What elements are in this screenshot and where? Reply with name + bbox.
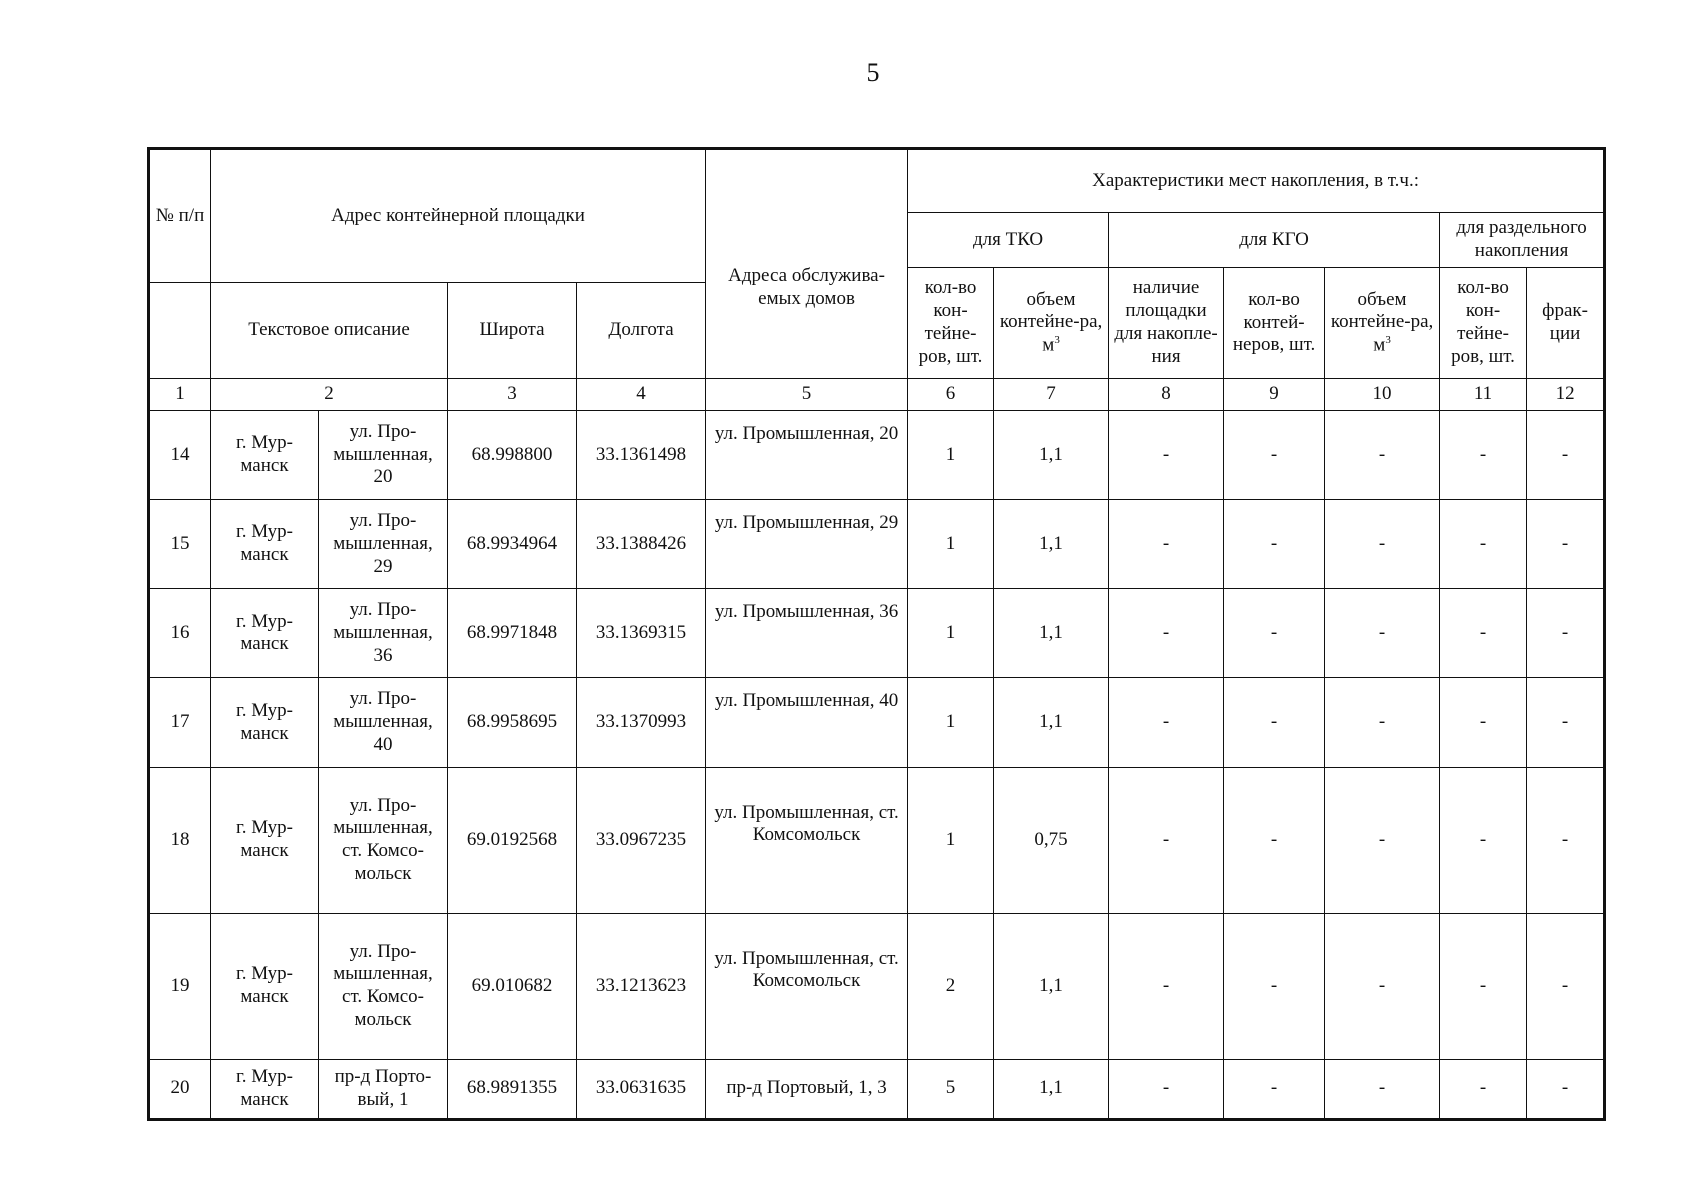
header-text-description: Текстовое описание [211,282,448,378]
latitude-cell: 68.9958695 [448,678,577,767]
separate-fractions-cell: - [1527,767,1605,913]
page-number: 5 [866,58,880,87]
header-separate-fractions: фрак-ции [1527,268,1605,379]
separate-fractions-cell: - [1527,410,1605,499]
header-latitude: Широта [448,282,577,378]
latitude-cell: 68.9891355 [448,1059,577,1119]
served-houses-cell: ул. Промышленная, 36 [706,589,908,678]
tko-count-cell: 5 [908,1059,994,1119]
container-sites-table [147,147,1606,1121]
separate-count-cell: - [1440,500,1527,589]
column-number: 3 [448,378,577,410]
latitude-cell: 68.9934964 [448,500,577,589]
row-number: 20 [149,1059,211,1119]
kgo-volume-cell: - [1325,913,1440,1059]
header-longitude: Долгота [577,282,706,378]
latitude-cell: 69.0192568 [448,767,577,913]
kgo-presence-cell: - [1109,767,1224,913]
kgo-presence-cell: - [1109,500,1224,589]
kgo-volume-cell: - [1325,678,1440,767]
separate-count-cell: - [1440,913,1527,1059]
tko-count-cell: 1 [908,589,994,678]
row-number: 18 [149,767,211,913]
kgo-count-cell: - [1224,500,1325,589]
kgo-presence-cell: - [1109,1059,1224,1119]
tko-count-cell: 2 [908,913,994,1059]
kgo-volume-cell: - [1325,500,1440,589]
column-number: 10 [1325,378,1440,410]
separate-fractions-cell: - [1527,589,1605,678]
longitude-cell: 33.1213623 [577,913,706,1059]
tko-count-cell: 1 [908,410,994,499]
latitude-cell: 69.010682 [448,913,577,1059]
separate-count-cell: - [1440,767,1527,913]
served-houses-cell: ул. Промышленная, ст. Комсомольск [706,767,908,913]
served-houses-cell: пр-д Портовый, 1, 3 [706,1059,908,1119]
tko-volume-cell: 1,1 [994,589,1109,678]
table-row [149,1059,1605,1119]
header-row-number: № п/п [149,149,211,283]
tko-volume-cell: 1,1 [994,913,1109,1059]
kgo-volume-cell: - [1325,1059,1440,1119]
column-number: 8 [1109,378,1224,410]
served-houses-cell: ул. Промышленная, 20 [706,410,908,499]
tko-count-cell: 1 [908,767,994,913]
tko-volume-cell: 0,75 [994,767,1109,913]
tko-volume-cell: 1,1 [994,678,1109,767]
kgo-count-cell: - [1224,410,1325,499]
table-row [149,500,1605,589]
kgo-count-cell: - [1224,1059,1325,1119]
kgo-presence-cell: - [1109,678,1224,767]
separate-count-cell: - [1440,678,1527,767]
column-number-row [149,378,1605,410]
longitude-cell: 33.0967235 [577,767,706,913]
column-number: 11 [1440,378,1527,410]
separate-fractions-cell: - [1527,1059,1605,1119]
header-kgo-presence: наличие площадки для накопле-ния [1109,268,1224,379]
column-number: 5 [706,378,908,410]
table-row [149,678,1605,767]
kgo-volume-cell: - [1325,589,1440,678]
header-characteristics: Характеристики мест накопления, в т.ч.: [908,149,1605,213]
header-separate: для раздельного накопления [1440,213,1605,268]
longitude-cell: 33.0631635 [577,1059,706,1119]
tko-count-cell: 1 [908,678,994,767]
separate-count-cell: - [1440,1059,1527,1119]
header-kgo-count: кол-во контей-неров, шт. [1224,268,1325,379]
city-cell: г. Мур-манск [211,913,319,1059]
tko-volume-cell: 1,1 [994,1059,1109,1119]
row-number: 17 [149,678,211,767]
kgo-count-cell: - [1224,767,1325,913]
latitude-cell: 68.998800 [448,410,577,499]
city-cell: г. Мур-манск [211,589,319,678]
table-row [149,589,1605,678]
header-address-group: Адрес контейнерной площадки [211,149,706,283]
column-number: 9 [1224,378,1325,410]
street-cell: ул. Про-мышленная, ст. Комсо-мольск [319,767,448,913]
city-cell: г. Мур-манск [211,410,319,499]
row-number: 15 [149,500,211,589]
tko-volume-cell: 1,1 [994,410,1109,499]
longitude-cell: 33.1370993 [577,678,706,767]
table-row [149,767,1605,913]
kgo-presence-cell: - [1109,410,1224,499]
separate-count-cell: - [1440,410,1527,499]
street-cell: пр-д Порто-вый, 1 [319,1059,448,1119]
column-number: 4 [577,378,706,410]
header-tko: для ТКО [908,213,1109,268]
column-number: 6 [908,378,994,410]
row-number: 14 [149,410,211,499]
header-empty [149,282,211,378]
tko-count-cell: 1 [908,500,994,589]
latitude-cell: 68.9971848 [448,589,577,678]
street-cell: ул. Про-мышленная, 36 [319,589,448,678]
street-cell: ул. Про-мышленная, 20 [319,410,448,499]
kgo-count-cell: - [1224,913,1325,1059]
city-cell: г. Мур-манск [211,500,319,589]
header-kgo: для КГО [1109,213,1440,268]
street-cell: ул. Про-мышленная, 40 [319,678,448,767]
served-houses-cell: ул. Промышленная, 29 [706,500,908,589]
city-cell: г. Мур-манск [211,1059,319,1119]
street-cell: ул. Про-мышленная, 29 [319,500,448,589]
column-number: 1 [149,378,211,410]
header-separate-count: кол-во кон-тейне-ров, шт. [1440,268,1527,379]
kgo-count-cell: - [1224,678,1325,767]
kgo-presence-cell: - [1109,589,1224,678]
city-cell: г. Мур-манск [211,678,319,767]
header-kgo-volume: объем контейне-ра, $м^3$ [1325,268,1440,379]
tko-volume-cell: 1,1 [994,500,1109,589]
column-number: 2 [211,378,448,410]
header-served-houses: Адреса обслужива-емых домов [706,149,908,379]
column-number: 7 [994,378,1109,410]
header-tko-count: кол-во кон-тейне-ров, шт. [908,268,994,379]
table-body [149,410,1605,1119]
header-tko-volume: объем контейне-ра, $м^3$ [994,268,1109,379]
kgo-volume-cell: - [1325,410,1440,499]
city-cell: г. Мур-манск [211,767,319,913]
row-number: 19 [149,913,211,1059]
kgo-count-cell: - [1224,589,1325,678]
longitude-cell: 33.1388426 [577,500,706,589]
kgo-volume-cell: - [1325,767,1440,913]
longitude-cell: 33.1361498 [577,410,706,499]
separate-count-cell: - [1440,589,1527,678]
table-row [149,913,1605,1059]
table-row [149,410,1605,499]
kgo-presence-cell: - [1109,913,1224,1059]
longitude-cell: 33.1369315 [577,589,706,678]
row-number: 16 [149,589,211,678]
street-cell: ул. Про-мышленная, ст. Комсо-мольск [319,913,448,1059]
separate-fractions-cell: - [1527,678,1605,767]
separate-fractions-cell: - [1527,913,1605,1059]
separate-fractions-cell: - [1527,500,1605,589]
served-houses-cell: ул. Промышленная, ст. Комсомольск [706,913,908,1059]
served-houses-cell: ул. Промышленная, 40 [706,678,908,767]
column-number: 12 [1527,378,1605,410]
